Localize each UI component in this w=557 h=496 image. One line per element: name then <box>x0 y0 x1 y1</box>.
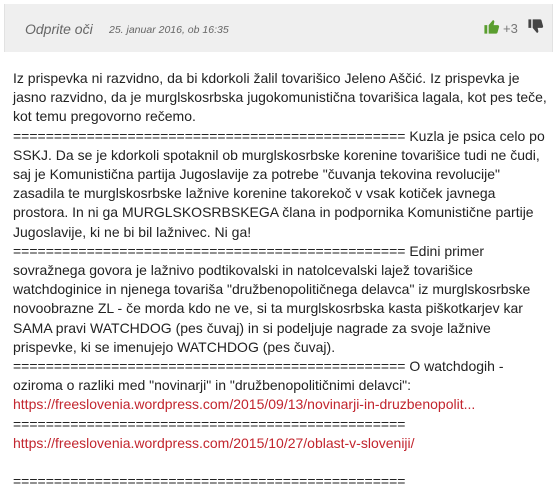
link-novinarji[interactable]: https://freeslovenia.wordpress.com/2015/09/13/novinarji-in-druzbenopolit... <box>13 396 476 413</box>
divider-1: ================================================ <box>13 415 406 432</box>
paragraph-2: ================================================ Kuzla je psica celo po SSKJ. Da se je kdorkoli spotaknil ob murglskosrbske korenine tovarišice tudi ne čudi, saj je Komunistična partija Jugoslavije za potrebe "čuvanja tekovina revolucije" zasadila te murglskosrbske lažnive korenine takorekoč v vsak kotiček javnega prostora. In ni ga MURGLSKOSRBSKEGA člana in podpornika Komunistične partije Jugoslavije, ki ne bi bil lažnivec. Ni ga! <box>13 127 545 240</box>
thumbs-up-icon <box>483 18 500 35</box>
comment-date: 25. januar 2016, ob 16:35 <box>109 24 229 36</box>
paragraph-3: ================================================ Edini primer sovražnega govora je lažnivo podtikovalski in natolcevalski lajež tovarišice watchdoginice in njenega tovariša "družbenopolitičnega delavca" iz murglskosrbske novoobrazne ZL - če morda kdo ne ve, si ta murglskosrbska kasta piškotkarjev kar SAMA pravi WATCHDOG (pes čuvaj) in si podeljuje nagrade za svoje lažnive prispevke, ki se imenujejo WATCHDOG (pes čuvaj). <box>13 242 531 355</box>
comment-body <box>13 69 553 453</box>
downvote-button[interactable] <box>527 18 544 35</box>
link-oblast[interactable]: https://freeslovenia.wordpress.com/2015/10/27/oblast-v-sloveniji/ <box>13 434 415 451</box>
paragraph-1: Iz prispevka ni razvidno, da bi kdorkoli žalil tovarišico Jeleno Aščić. Iz prispevka je jasno razvidno, da je murglskosrbska jugokomunistična tovarišica lagala, kot pes teče, kot temu pregovorno rečemo. <box>13 70 547 125</box>
divider-2: ================================================ <box>13 473 406 489</box>
comment-author: Odprite oči <box>25 21 93 37</box>
comment-header <box>4 4 553 52</box>
paragraph-4: ================================================ O watchdogih - oziroma o razliki med "novinarji" in "družbenopolitičnimi delavci": <box>13 358 504 394</box>
upvote-button[interactable] <box>483 18 500 35</box>
thumbs-down-icon <box>527 18 544 35</box>
vote-score: +3 <box>503 21 518 36</box>
